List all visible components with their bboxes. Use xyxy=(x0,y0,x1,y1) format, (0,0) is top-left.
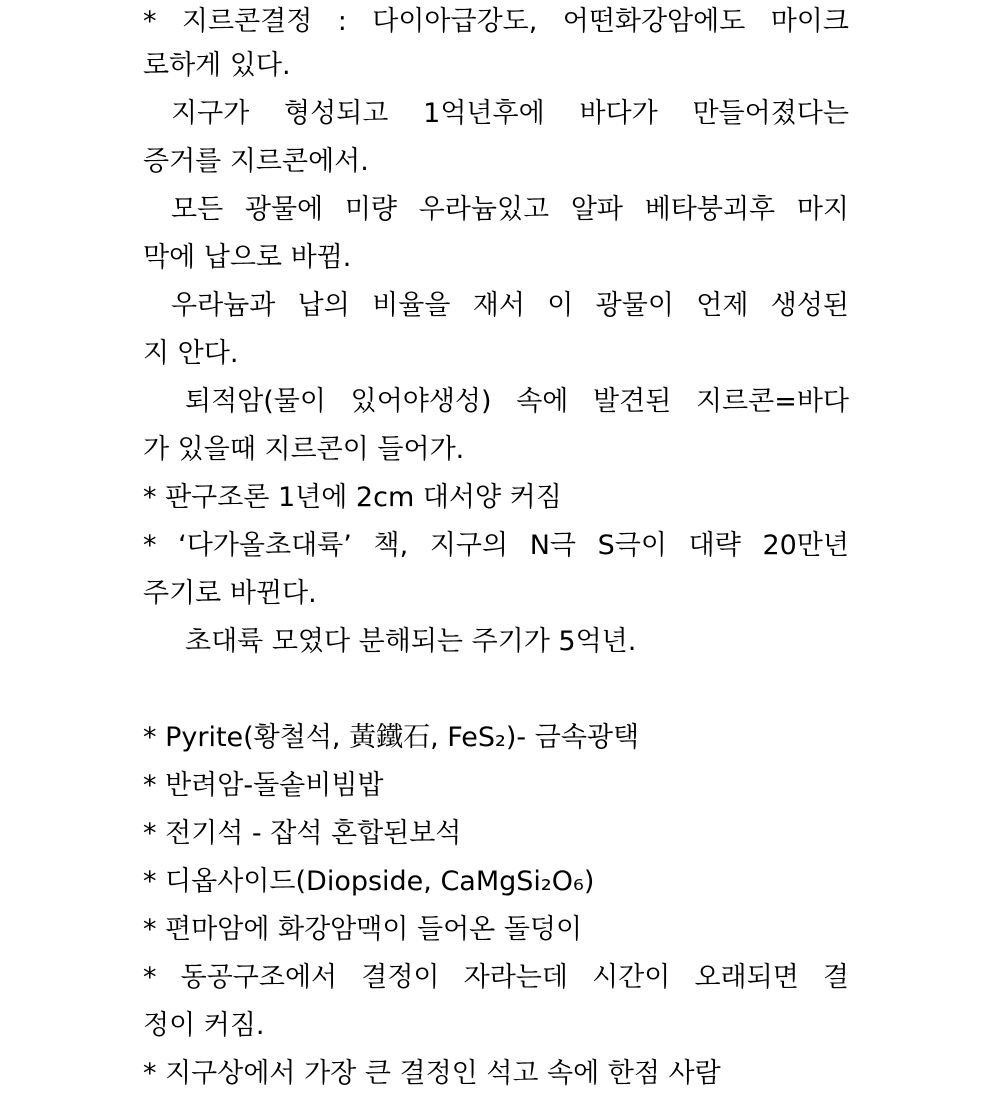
word: 지구가 xyxy=(171,98,250,129)
word: * xyxy=(143,962,157,993)
word: 광물이 xyxy=(595,290,674,321)
text-line: 증거를 지르콘에서. xyxy=(143,146,369,177)
word: 바다가 xyxy=(579,98,658,129)
text-line: * 편마암에 화강암맥이 들어온 돌덩이 xyxy=(143,914,583,945)
text-line: * Pyrite(황철석, 黃鐵石, FeS₂)- 금속광택 xyxy=(143,722,640,753)
word: 미량 xyxy=(344,194,397,225)
word: 지르콘=바다 xyxy=(695,386,849,417)
text-line: 로하게 있다. xyxy=(143,50,291,81)
word: 우라늄과 xyxy=(171,290,276,321)
text-line: * 디옵사이드(Diopside, CaMgSi₂O₆) xyxy=(143,866,595,897)
word: 모든 xyxy=(171,194,224,225)
text-line: * 판구조론 1년에 2cm 대서양 커짐 xyxy=(143,482,562,513)
word: 오래되면 xyxy=(694,962,799,993)
word: 속에 xyxy=(516,386,569,417)
text-line: 막에 납으로 바뀜. xyxy=(143,242,352,273)
word: 형성되고 xyxy=(284,98,389,129)
word: 이 xyxy=(547,290,574,321)
word: 광물에 xyxy=(244,194,324,225)
word: N극 xyxy=(529,530,576,561)
word: 결정이 xyxy=(361,962,440,993)
word: ‘다가올초대륙’ xyxy=(178,530,352,561)
text-line: * 반려암-돌솥비빔밥 xyxy=(143,770,384,801)
word: 재서 xyxy=(472,290,525,321)
text-line: * 지구상에서 가장 큰 결정인 석고 속에 한점 사람 xyxy=(143,1058,721,1089)
word: 생성된 xyxy=(770,290,849,321)
word: 책, xyxy=(373,530,409,561)
word: 만들어졌다는 xyxy=(692,98,849,129)
word: 1억년후에 xyxy=(423,98,545,129)
word: 발견된 xyxy=(593,386,672,417)
word: 결 xyxy=(822,962,849,993)
word: 마지 xyxy=(796,194,849,225)
text-line xyxy=(143,284,849,328)
word: : xyxy=(337,6,347,37)
text-line: 정이 커짐. xyxy=(143,1010,265,1041)
word: 퇴적암(물이 xyxy=(185,386,326,417)
word: 시간이 xyxy=(592,962,671,993)
word: 우라늄있고 xyxy=(418,194,550,225)
word: 동공구조에서 xyxy=(180,962,338,993)
text-line: * 전기석 - 잡석 혼합된보석 xyxy=(143,818,462,849)
text-line xyxy=(143,956,849,1000)
text-line xyxy=(143,380,849,424)
text-line xyxy=(143,668,849,712)
text-line xyxy=(143,188,849,232)
word: 다이아급강도, xyxy=(372,6,538,37)
word: 20만년 xyxy=(762,530,849,561)
text-line: 지 안다. xyxy=(143,338,239,369)
word: * xyxy=(143,530,157,561)
word: 자라는데 xyxy=(463,962,568,993)
text-line: 초대륙 모였다 분해되는 주기가 5억년. xyxy=(185,626,637,657)
word: 언제 xyxy=(696,290,749,321)
word: 알파 xyxy=(570,194,623,225)
word: 지르콘결정 xyxy=(181,6,313,37)
text-line xyxy=(143,524,849,568)
word: 어떤화강암에도 xyxy=(562,6,746,37)
word: 있어야생성) xyxy=(350,386,492,417)
word: 마이크 xyxy=(770,6,849,37)
word: 납의 xyxy=(297,290,350,321)
word: * xyxy=(143,6,157,37)
word: 대략 xyxy=(688,530,741,561)
text-line: 주기로 바뀐다. xyxy=(143,578,317,609)
word: S극이 xyxy=(597,530,667,561)
word: 베타붕괴후 xyxy=(644,194,776,225)
text-line xyxy=(143,0,849,44)
word: 지구의 xyxy=(429,530,509,561)
text-line xyxy=(143,92,849,136)
word: 비율을 xyxy=(372,290,451,321)
text-line: 가 있을때 지르콘이 들어가. xyxy=(143,434,465,465)
